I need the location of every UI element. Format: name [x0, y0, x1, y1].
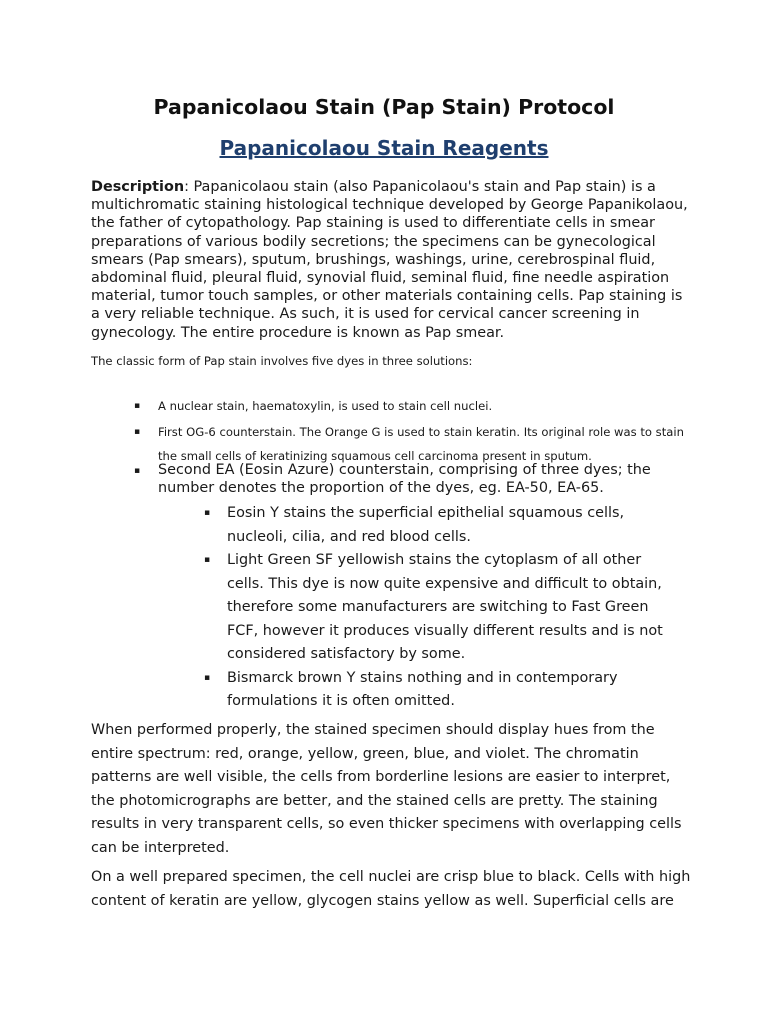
body-paragraph: On a well prepared specimen, the cell nuclei are crisp blue to black. Cells with high content of keratin are yellow, glycogen stains yellow as well. Superficial cells are — [91, 869, 691, 909]
bullet-icon: ▪ — [204, 508, 211, 518]
description-paragraph — [91, 178, 691, 342]
section-heading: Papanicolaou Stain Reagents — [219, 136, 549, 160]
bullet-icon: ▪ — [204, 555, 211, 565]
description-text: : Papanicolaou stain (also Papanicolaou's stain and Pap stain) is a multichromatic staining histological technique developed by George Papanikolaou, the father of cytopathology. Pap staining is used to differentiate cells in smear preparations of various bodily secretions; the specimens can be gynecological smears (Pap smears), sputum, brushings, washings, urine, cerebrospinal fluid, abdominal fluid, pleural fluid, synovial fluid, seminal fluid, fine needle aspiration material, tumor touch samples, or other materials containing cells. Pap staining is a very reliable technique. As such, it is used for cervical cancer screening in gynecology. The entire procedure is known as Pap smear. — [91, 179, 688, 341]
bullet-icon: ▪ — [134, 427, 141, 437]
intro-text: The classic form of Pap stain involves five dyes in three solutions: — [91, 354, 473, 368]
dye-list — [130, 394, 690, 470]
body-paragraph: When performed properly, the stained specimen should display hues from the entire spectrum: red, orange, yellow, green, blue, and violet. The chromatin patterns are well visible, the cells from borderline lesions are easier to interpret, the photomicrographs are better, and the stained cells are pretty. The staining results in very transparent cells, so even thicker specimens with overlapping cells can be interpreted. — [91, 722, 682, 856]
bullet-icon: ▪ — [134, 466, 141, 476]
description-label: Description — [91, 179, 185, 195]
sublist-item-text: Bismarck brown Y stains nothing and in contemporary formulations it is often omitted. — [227, 669, 618, 709]
list-item — [130, 461, 690, 497]
list-item-text: First OG-6 counterstain. The Orange G is used to stain keratin. Its original role was to stain the small cells of keratinizing squamous cell carcinoma present in sputum. — [158, 425, 684, 463]
bullet-icon: ▪ — [134, 401, 141, 411]
page-title: Papanicolaou Stain (Pap Stain) Protocol — [153, 95, 615, 119]
sublist-item — [200, 549, 680, 667]
list-item — [130, 394, 690, 418]
sublist-item — [200, 667, 680, 714]
sublist-item — [200, 502, 680, 549]
sublist-item-text: Light Green SF yellowish stains the cytoplasm of all other cells. This dye is now quite expensive and difficult to obtain, therefore some manufacturers are switching to Fast Green FCF, however it produces visually different results and is not considered satisfactory by some. — [227, 552, 663, 662]
sublist-item-text: Eosin Y stains the superficial epithelial squamous cells, nucleoli, cilia, and red blood cells. — [227, 505, 625, 545]
ea-list — [130, 461, 690, 497]
list-item-text: Second EA (Eosin Azure) counterstain, comprising of three dyes; the number denotes the proportion of the dyes, eg. EA-50, EA-65. — [158, 462, 651, 496]
ea-sublist — [200, 502, 680, 714]
list-item-text: A nuclear stain, haematoxylin, is used to stain cell nuclei. — [158, 399, 493, 413]
bullet-icon: ▪ — [204, 672, 211, 683]
